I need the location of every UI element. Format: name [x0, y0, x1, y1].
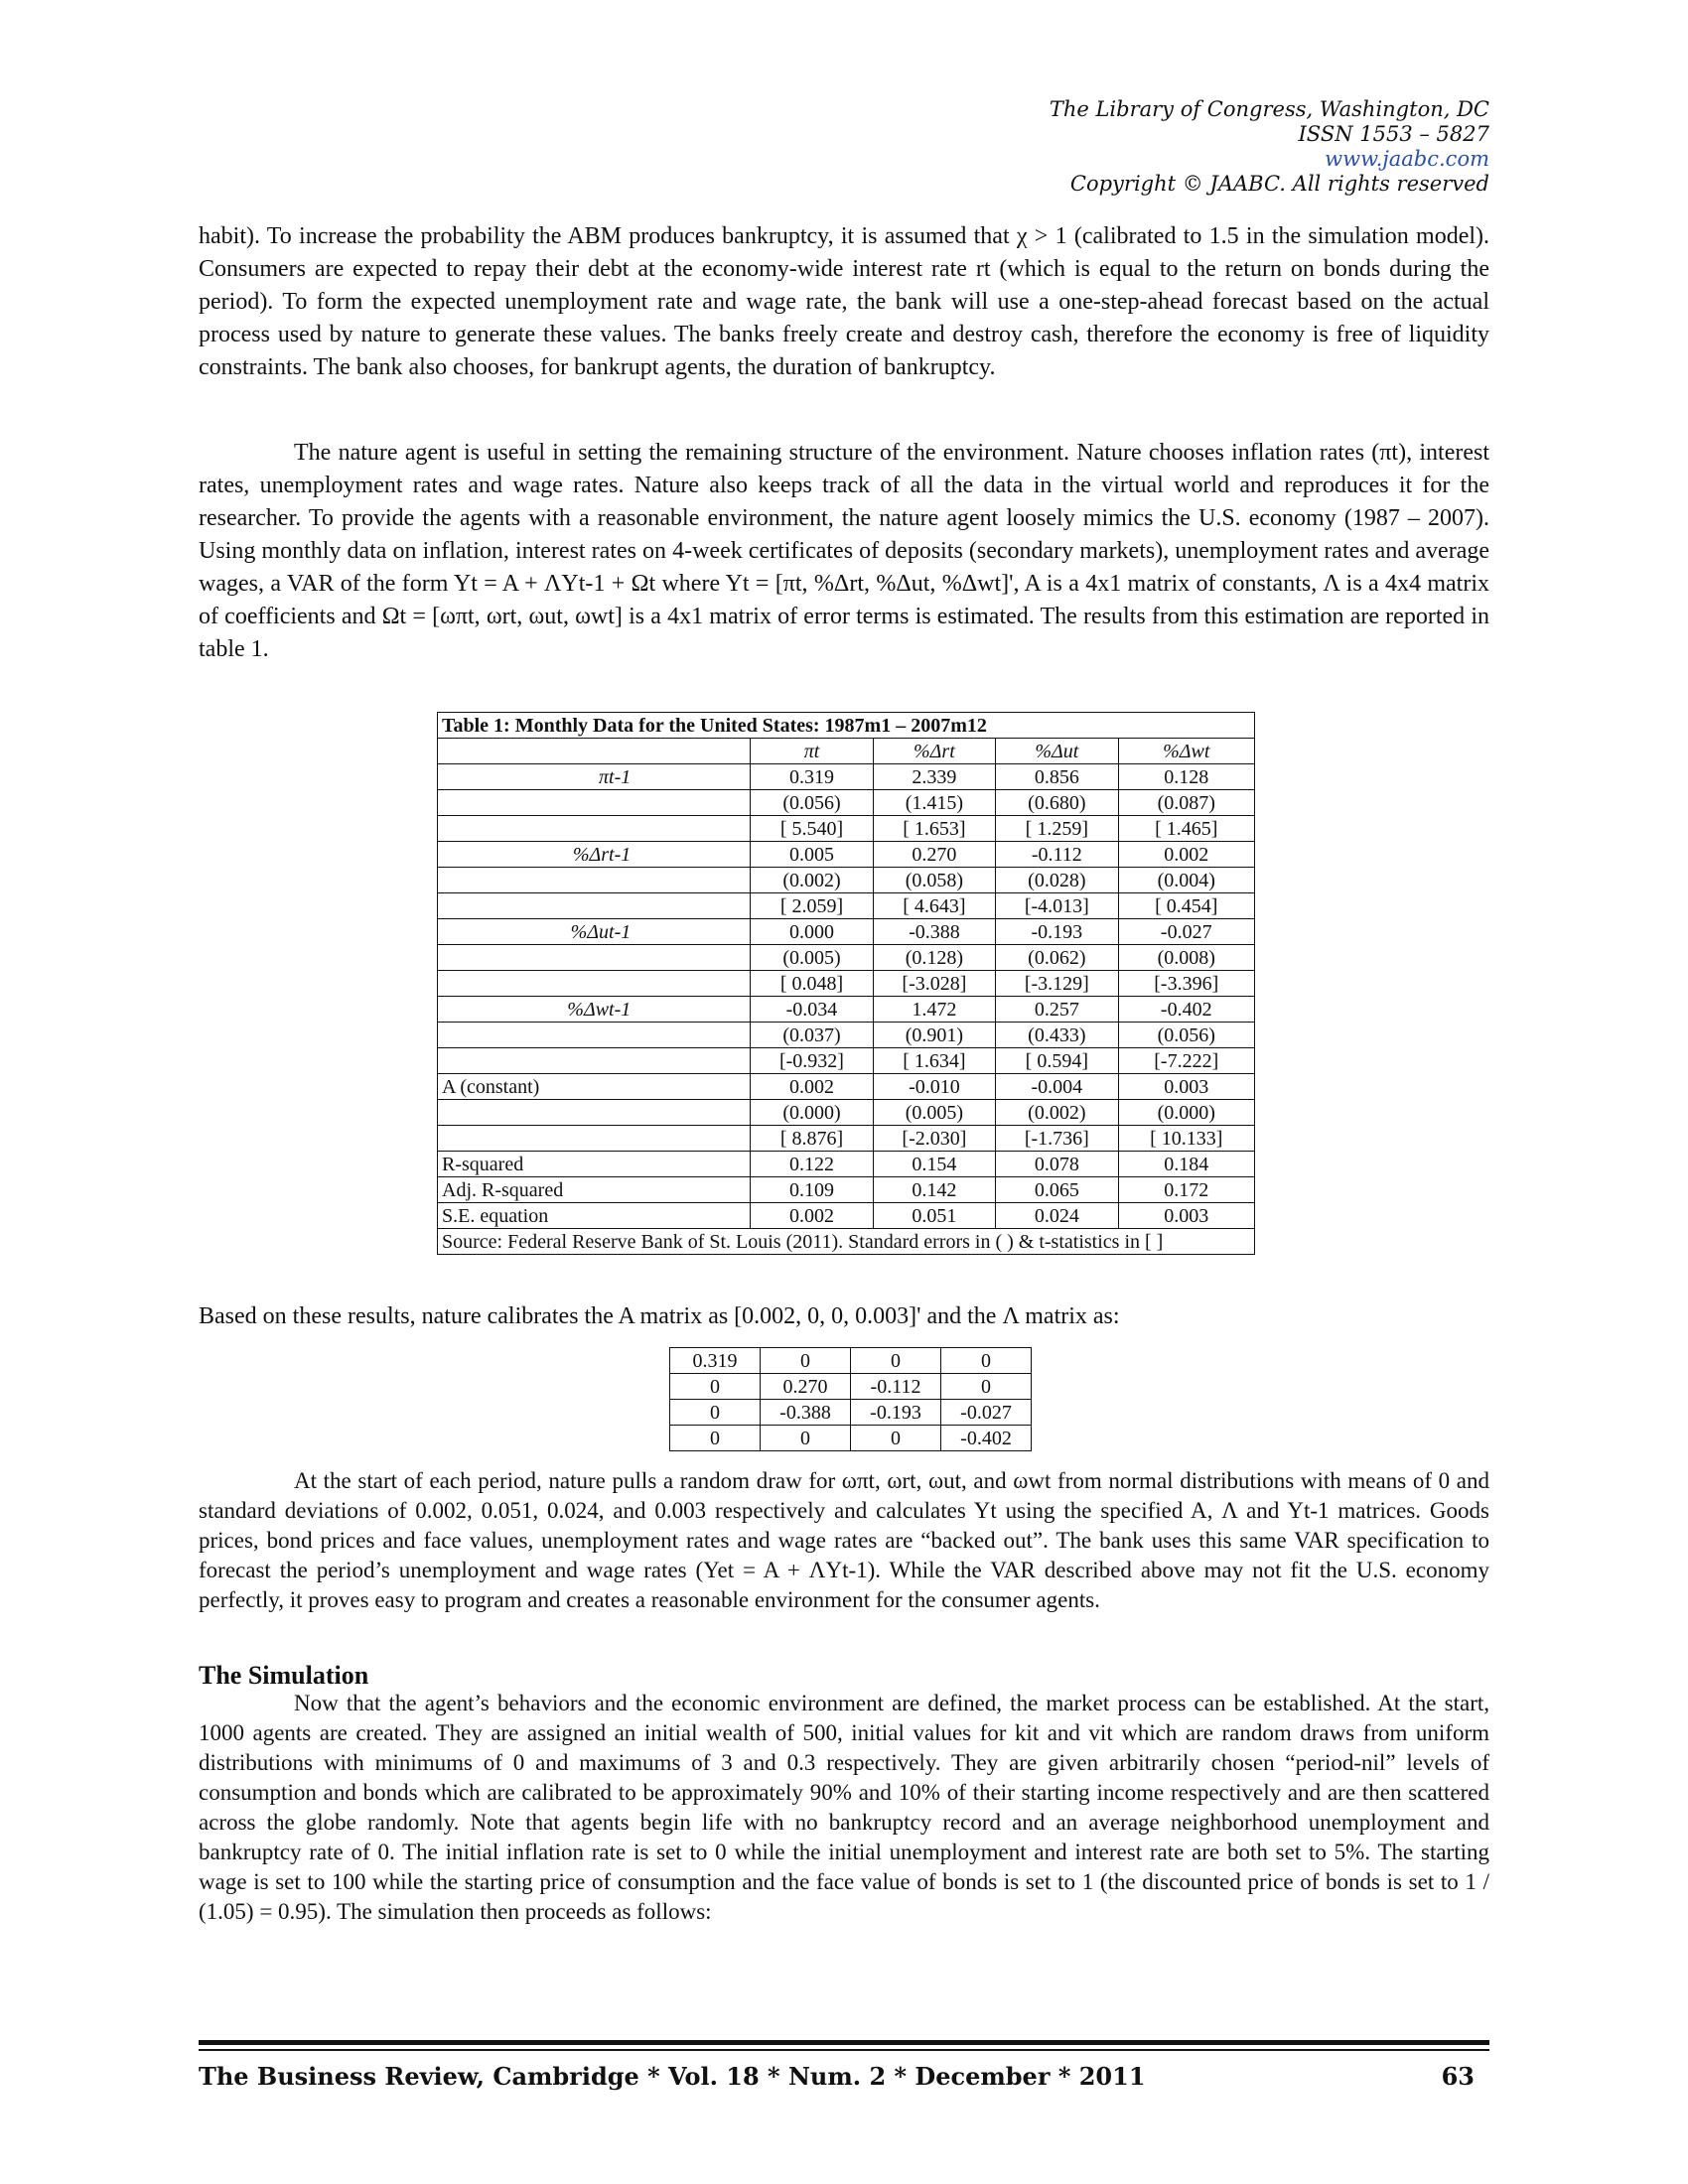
header-copyright: Copyright © JAABC. All rights reserved [1069, 172, 1489, 196]
table-1-cell: (0.000) [1118, 1100, 1254, 1126]
table-1-header-cell: %Δrt [873, 739, 995, 764]
lambda-matrix-cell: 0 [670, 1426, 761, 1451]
table-1-cell: 0.002 [1118, 842, 1254, 868]
table-1-cell: [ 8.876] [751, 1126, 873, 1152]
paragraph-5 [199, 1689, 1489, 1927]
footer-journal: The Business Review, Cambridge * Vol. 18 * Num. 2 * December * 2011 [199, 2062, 1146, 2091]
table-1-cell: (0.000) [751, 1100, 873, 1126]
table-1-row [438, 1177, 1255, 1203]
table-1-cell: 0.005 [751, 842, 873, 868]
table-1-cell: 0.154 [873, 1152, 995, 1177]
table-1-cell: 0.002 [751, 1074, 873, 1100]
lambda-matrix-row [670, 1400, 1032, 1426]
lambda-matrix-table [669, 1347, 1032, 1451]
table-1-cell: [ 1.259] [996, 816, 1118, 842]
table-1-cell: [ 2.059] [751, 893, 873, 919]
table-1-cell: 0.856 [996, 764, 1118, 790]
table-1-cell: 0.319 [751, 764, 873, 790]
table-1-cell: (1.415) [873, 790, 995, 816]
table-1-cell: (0.087) [1118, 790, 1254, 816]
table-1-header-cell: %Δwt [1118, 739, 1254, 764]
table-1-cell: (0.056) [1118, 1023, 1254, 1048]
table-1-cell: -0.388 [873, 919, 995, 945]
table-1-cell: 0.128 [1118, 764, 1254, 790]
table-1-row [438, 945, 1255, 971]
lambda-matrix-cell: 0 [670, 1400, 761, 1426]
paragraph-4-text: At the start of each period, nature pulls a random draw for ωπt, ωrt, ωut, and ωwt from normal distributions with means of 0 and standard deviations of 0.002, 0.051, 0.024, and 0.003 respectively and calculates Yt using the specified A, Λ and Yt-1 matrices. Goods prices, bond prices and face values, unemployment rates and wage rates are “backed out”. The bank uses this same VAR specification to forecast the period’s unemployment and wage rates (Yet = A + ΛYt-1). While the VAR described above may not fit the U.S. economy perfectly, it proves easy to program and creates a reasonable environment for the consumer agents. [199, 1468, 1489, 1612]
table-1-row [438, 816, 1255, 842]
table-1-row [438, 1126, 1255, 1152]
lambda-matrix-cell: -0.388 [761, 1400, 851, 1426]
footer-rule-thin [199, 2049, 1489, 2051]
table-1-row [438, 1048, 1255, 1074]
table-1-cell: -0.034 [751, 997, 873, 1023]
table-1-cell: [ 4.643] [873, 893, 995, 919]
journal-header [1050, 97, 1489, 197]
table-1-cell: [ 0.594] [996, 1048, 1118, 1074]
table-1-row-label: %Δut-1 [438, 919, 751, 945]
table-1-cell: (0.002) [996, 1100, 1118, 1126]
table-1-cell: 0.270 [873, 842, 995, 868]
lambda-matrix-cell: 0 [670, 1374, 761, 1400]
table-1-row-label [438, 1126, 751, 1152]
header-line-1: The Library of Congress, Washington, DC [1049, 97, 1489, 121]
table-1-row [438, 764, 1255, 790]
table-1-row-label: A (constant) [438, 1074, 751, 1100]
table-1-row [438, 842, 1255, 868]
section-heading [199, 1659, 1489, 1692]
paragraph-4 [199, 1466, 1489, 1615]
table-1-row-label [438, 971, 751, 997]
paragraph-1 [199, 220, 1489, 384]
table-1-row [438, 893, 1255, 919]
table-1-row [438, 919, 1255, 945]
lambda-matrix-cell: -0.112 [851, 1374, 941, 1400]
table-1-cell: (0.062) [996, 945, 1118, 971]
lambda-matrix-cell: -0.027 [941, 1400, 1032, 1426]
table-1-source-note: Source: Federal Reserve Bank of St. Louis (2011). Standard errors in ( ) & t-statistics in [ ] [438, 1229, 1255, 1255]
table-1-row-label: R-squared [438, 1152, 751, 1177]
table-1-cell: [-7.222] [1118, 1048, 1254, 1074]
lambda-matrix-cell: 0.270 [761, 1374, 851, 1400]
table-1-cell: (0.004) [1118, 868, 1254, 893]
lambda-matrix-cell: 0 [941, 1374, 1032, 1400]
table-1-cell: (0.680) [996, 790, 1118, 816]
table-1-row-label: Adj. R-squared [438, 1177, 751, 1203]
table-1-cell: 2.339 [873, 764, 995, 790]
lambda-matrix-row [670, 1374, 1032, 1400]
table-1-cell: 0.109 [751, 1177, 873, 1203]
footer-rule-thick [199, 2040, 1489, 2045]
lambda-matrix-row [670, 1426, 1032, 1451]
table-1-row [438, 1100, 1255, 1126]
table-1-cell: -0.402 [1118, 997, 1254, 1023]
var-results-table [437, 712, 1255, 1255]
table-1-cell: 0.000 [751, 919, 873, 945]
table-1-header-cell: πt [751, 739, 873, 764]
table-1-cell: -0.112 [996, 842, 1118, 868]
table-1-cell: 0.002 [751, 1203, 873, 1229]
table-1-row-label [438, 1100, 751, 1126]
table-1-cell: 0.122 [751, 1152, 873, 1177]
lambda-matrix-cell: 0.319 [670, 1348, 761, 1374]
table-1-row [438, 1152, 1255, 1177]
table-1-cell: [ 0.048] [751, 971, 873, 997]
lambda-matrix-cell: 0 [851, 1426, 941, 1451]
table-1-cell: [ 10.133] [1118, 1126, 1254, 1152]
table-1-cell: [-3.396] [1118, 971, 1254, 997]
table-1-row-label [438, 868, 751, 893]
table-1-cell: 0.172 [1118, 1177, 1254, 1203]
table-1-cell: -0.027 [1118, 919, 1254, 945]
paragraph-2-text: The nature agent is useful in setting the remaining structure of the environment. Nature chooses inflation rates (πt), interest rates, unemployment rates and wage rates. Nature also keeps track of all the data in the virtual world and reproduces it for the researcher. To provide the agents with a reasonable environment, the nature agent loosely mimics the U.S. economy (1987 – 2007). Using monthly data on inflation, interest rates on 4-week certificates of deposits (secondary markets), unemployment rates and average wages, a VAR of the form Yt = A + ΛYt-1 + Ωt where Yt = [πt, %Δrt, %Δut, %Δwt]', A is a 4x1 matrix of constants, Λ is a 4x4 matrix of coefficients and Ωt = [ωπt, ωrt, ωut, ωwt] is a 4x1 matrix of error terms is estimated. The results from this estimation are reported in table 1. [199, 440, 1489, 662]
table-1-row [438, 1074, 1255, 1100]
table-1-row-label [438, 790, 751, 816]
table-1-cell: (0.433) [996, 1023, 1118, 1048]
table-1-cell: 0.065 [996, 1177, 1118, 1203]
table-1-cell: (0.037) [751, 1023, 873, 1048]
lambda-matrix-cell: 0 [941, 1348, 1032, 1374]
table-1-header-cell [438, 739, 751, 764]
lambda-matrix-row [670, 1348, 1032, 1374]
paragraph-2 [199, 437, 1489, 666]
table-1-row [438, 868, 1255, 893]
table-1-cell: [ 0.454] [1118, 893, 1254, 919]
table-1-caption: Table 1: Monthly Data for the United States: 1987m1 – 2007m12 [438, 713, 1255, 739]
table-1-cell: [-3.028] [873, 971, 995, 997]
table-1-cell: 0.184 [1118, 1152, 1254, 1177]
table-1-cell: -0.010 [873, 1074, 995, 1100]
table-1-cell: 0.003 [1118, 1203, 1254, 1229]
table-1-cell: (0.056) [751, 790, 873, 816]
table-1-row [438, 790, 1255, 816]
table-1-cell: [ 1.653] [873, 816, 995, 842]
table-1-row-label: %Δrt-1 [438, 842, 751, 868]
table-1-cell: 0.024 [996, 1203, 1118, 1229]
table-1-cell: (0.058) [873, 868, 995, 893]
table-1-row-label [438, 1023, 751, 1048]
lambda-matrix-cell: 0 [761, 1426, 851, 1451]
page-number: 63 [1441, 2062, 1475, 2091]
table-1-cell: (0.005) [873, 1100, 995, 1126]
table-1-cell: [-2.030] [873, 1126, 995, 1152]
table-1-cell: (0.028) [996, 868, 1118, 893]
table-1-cell: (0.128) [873, 945, 995, 971]
table-1-row-label [438, 893, 751, 919]
paragraph-5-text: Now that the agent’s behaviors and the economic environment are defined, the market process can be established. At the start, 1000 agents are created. They are assigned an initial wealth of 500, initial values for kit and vit which are random draws from uniform distributions with minimums of 0 and maximums of 3 and 0.3 respectively. They are given arbitrarily chosen “period-nil” levels of consumption and bonds which are calibrated to be approximately 90% and 10% of their starting income respectively and are then scattered across the globe randomly. Note that agents begin life with no bankruptcy record and an average neighborhood unemployment and bankruptcy rate of 0. The initial inflation rate is set to 0 while the initial unemployment and interest rate are both set to 5%. The starting wage is set to 100 while the starting price of consumption and the face value of bonds is set to 1 (the discounted price of bonds is set to 1 / (1.05) = 0.95). The simulation then proceeds as follows: [199, 1691, 1489, 1924]
table-1-row-label: S.E. equation [438, 1203, 751, 1229]
table-1-row [438, 1023, 1255, 1048]
table-1-cell: 1.472 [873, 997, 995, 1023]
table-1-cell: 0.051 [873, 1203, 995, 1229]
header-issn: ISSN 1553 – 5827 [1298, 122, 1489, 146]
lambda-matrix-cell: -0.193 [851, 1400, 941, 1426]
table-1-cell: 0.257 [996, 997, 1118, 1023]
table-1-cell: -0.004 [996, 1074, 1118, 1100]
table-1-cell: 0.003 [1118, 1074, 1254, 1100]
paragraph-3 [199, 1300, 1489, 1333]
table-1-row [438, 971, 1255, 997]
table-1-cell: [-3.129] [996, 971, 1118, 997]
table-1-row-label: %Δwt-1 [438, 997, 751, 1023]
table-1-cell: [-4.013] [996, 893, 1118, 919]
table-1-cell: (0.005) [751, 945, 873, 971]
lambda-matrix-cell: 0 [761, 1348, 851, 1374]
lambda-matrix-cell: 0 [851, 1348, 941, 1374]
table-1-row [438, 1203, 1255, 1229]
section-title: The Simulation [199, 1661, 369, 1690]
table-1-row-label [438, 1048, 751, 1074]
table-1-cell: 0.142 [873, 1177, 995, 1203]
table-1-row-label [438, 945, 751, 971]
table-1-row-label [438, 816, 751, 842]
table-1-cell: [-0.932] [751, 1048, 873, 1074]
table-1-cell: [ 1.465] [1118, 816, 1254, 842]
header-url-link[interactable]: www.jaabc.com [1325, 147, 1489, 171]
table-1-cell: (0.002) [751, 868, 873, 893]
table-1-cell: 0.078 [996, 1152, 1118, 1177]
table-1-cell: [ 1.634] [873, 1048, 995, 1074]
paragraph-1-text: habit). To increase the probability the ABM produces bankruptcy, it is assumed that χ > 1 (calibrated to 1.5 in the simulation model). Consumers are expected to repay their debt at the economy-wide interest rate rt (which is equal to the return on bonds during the period). To form the expected unemployment rate and wage rate, the bank will use a one-step-ahead forecast based on the actual process used by nature to generate these values. The banks freely create and destroy cash, therefore the economy is free of liquidity constraints. The bank also chooses, for bankrupt agents, the duration of bankruptcy. [199, 223, 1489, 380]
table-1-row [438, 997, 1255, 1023]
table-1-cell: (0.008) [1118, 945, 1254, 971]
table-1-row-label: πt-1 [438, 764, 751, 790]
table-1-cell: [-1.736] [996, 1126, 1118, 1152]
table-1-cell: [ 5.540] [751, 816, 873, 842]
table-1-cell: -0.193 [996, 919, 1118, 945]
table-1-cell: (0.901) [873, 1023, 995, 1048]
paragraph-3-text: Based on these results, nature calibrates the A matrix as [0.002, 0, 0, 0.003]' and the Λ matrix as: [199, 1303, 1120, 1329]
table-1-header-cell: %Δut [996, 739, 1118, 764]
lambda-matrix-cell: -0.402 [941, 1426, 1032, 1451]
